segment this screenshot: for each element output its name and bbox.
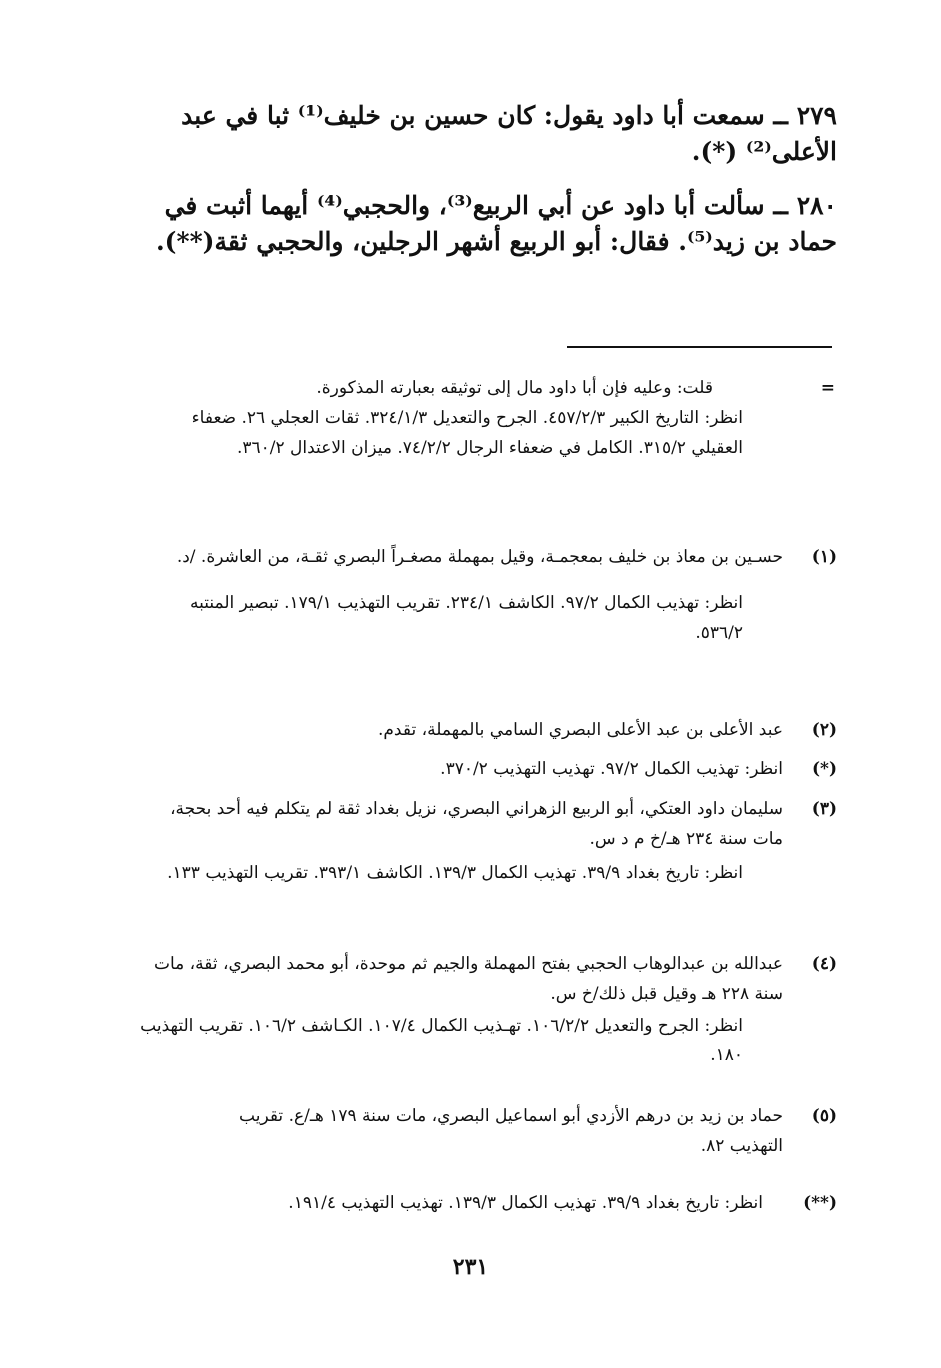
footnote-marker: (*) [812,759,837,779]
footnote-star [140,755,837,785]
footnote-double-star [140,1189,837,1219]
footnote-text: انظر: تاريخ بغداد ٣٩/٩. تهذيب الكمال ١٣٩/٣. تهذيب التهذيب ١٩١/٤. [288,1193,763,1213]
footnote-marker: = [820,378,835,398]
footnote-continued [140,374,835,463]
footnote-line: قلت: وعليه فإن أبا داود مال إلى توثيقه بعبارته المذكورة. [316,378,713,398]
footnote-refs: انظر: الجرح والتعديل ١٠٦/٢/٢. تهـذيب الكمال ١٠٧/٤. الكـاشف ١٠٦/٢. تقريب التهذيب ١٨٠. [140,1015,743,1066]
entry-279: ٢٧٩ ــ سمعت أبا داود يقول: كان حسين بن خليف⁽¹⁾ ثبا في عبد الأعلى⁽²⁾ (*). [181,101,837,167]
footnote-bio: سليمان داود العتكي، أبو الربيع الزهراني البصري، نزيل بغداد ثقة لم يتكلم فيه أحد بحجة، مات سنة ٢٣٤ هـ/خ م د س. [170,799,783,849]
footnote-refs: انظر: تهذيب الكمال ٩٧/٢. الكاشف ٢٣٤/١. تقريب التهذيب ١٧٩/١. تبصير المنتبه ٥٣٦/٢. [189,592,743,643]
footnote-marker: (٢) [811,720,837,740]
footnote-3 [140,795,837,888]
footnote-text: عبد الأعلى بن عبد الأعلى البصري السامي بالمهملة، تقدم. [378,720,783,740]
footnote-marker: (**) [803,1193,837,1213]
footnote-2 [140,716,837,746]
footnote-marker: (١) [811,547,837,567]
footnote-text: انظر: تهذيب الكمال ٩٧/٢. تهذيب التهذيب ٣٧٠/٢. [440,759,783,779]
footnote-marker: (٤) [811,954,837,974]
footnote-1 [140,543,837,648]
footnote-bio: حسـين بن معاذ بن خليف بمعجمـة، وقيل بمهملة مصغـراً البصري ثقـة، من العاشرة. /د. [176,547,783,567]
footnote-marker: (٣) [811,799,837,819]
footnote-separator [567,346,832,348]
footnote-bio: عبدالله بن عبدالوهاب الحجبي بفتح المهملة والجيم ثم موحدة، أبو محمد البصري، ثقة، مات سنة ٢٢٨ هـ وقيل قبل ذلك/خ س. [153,954,783,1004]
footnote-line: انظر: التاريخ الكبير ٤٥٧/٢/٣. الجرح والتعديل ٣٢٤/١/٣. ثقات العجلي ٢٦. ضعفاء العقيلي ٣١٥/٢. الكامل في ضعفاء الرجال ٧٤/٢/٢. ميزان الاعتدال ٣٦٠/٢. [191,407,743,458]
footnote-5 [200,1102,837,1162]
page-number: ٢٣١ [452,1254,489,1280]
footnote-refs: انظر: تاريخ بغداد ٣٩/٩. تهذيب الكمال ١٣٩/٣. الكاشف ٣٩٣/١. تقريب التهذيب ١٣٣. [167,862,743,883]
footnote-4 [140,950,837,1071]
footnote-text: حماد بن زيد بن درهم الأزدي أبو اسماعيل البصري، مات سنة ١٧٩ هـ/ع. تقريب التهذيب ٨٢. [239,1106,783,1156]
entry-280: ٢٨٠ ــ سألت أبا داود عن أبي الربيع⁽³⁾، والحجبي⁽⁴⁾ أيهما أثبت في حماد بن زيد⁽⁵⁾. فقال: أبو الربيع أشهر الرجلين، والحجبي ثقة(**). [155,191,837,257]
footnote-marker: (٥) [811,1106,837,1126]
